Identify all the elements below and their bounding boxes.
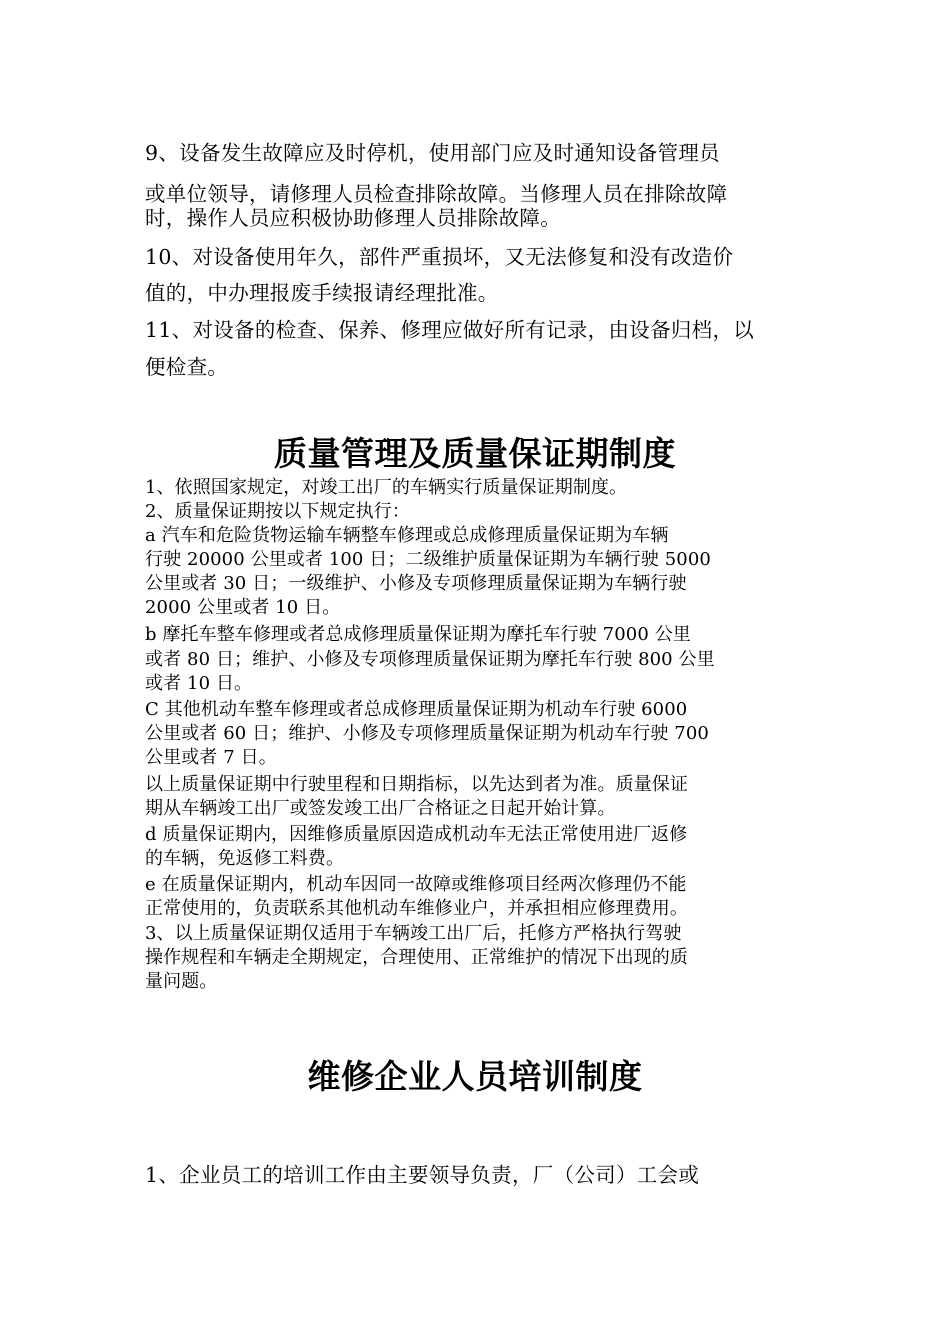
training-line-1: 1、企业员工的培训工作由主要领导负责，厂（公司）工会或 (145, 1163, 700, 1187)
equipment-rule-9-line-1: 9、设备发生故障应及时停机，使用部门应及时通知设备管理员 (145, 141, 720, 165)
quality-line-8: 或者 80 日；维护、小修及专项修理质量保证期为摩托车行驶 800 公里 (145, 649, 715, 670)
quality-section-title: 质量管理及质量保证期制度 (274, 434, 676, 473)
quality-line-4: 行驶 20000 公里或者 100 日；二级维护质量保证期为车辆行驶 5000 (145, 549, 711, 570)
equipment-rule-9-line-2: 或单位领导，请修理人员检查排除故障。当修理人员在排除故障 (145, 182, 728, 206)
quality-line-9: 或者 10 日。 (145, 673, 253, 694)
quality-line-13: 以上质量保证期中行驶里程和日期指标，以先达到者为准。质量保证 (145, 774, 688, 795)
quality-line-11: 公里或者 60 日；维护、小修及专项修理质量保证期为机动车行驶 700 (145, 723, 709, 744)
equipment-rule-11-line-2: 便检查。 (145, 355, 229, 379)
quality-line-12: 公里或者 7 日。 (145, 747, 277, 768)
equipment-rule-10-line-2: 值的，中办理报废手续报请经理批准。 (145, 281, 499, 305)
quality-line-1: 1、依照国家规定，对竣工出厂的车辆实行质量保证期制度。 (145, 477, 628, 498)
quality-line-7: b 摩托车整车修理或者总成修理质量保证期为摩托车行驶 7000 公里 (145, 624, 691, 645)
quality-line-17: e 在质量保证期内，机动车因同一故障或维修项目经两次修理仍不能 (145, 874, 687, 895)
quality-line-18: 正常使用的，负责联系其他机动车维修业户，并承担相应修理费用。 (145, 898, 688, 919)
equipment-rule-10-line-1: 10、对设备使用年久，部件严重损坏，又无法修复和没有改造价 (145, 245, 734, 269)
quality-line-6: 2000 公里或者 10 日。 (145, 597, 341, 618)
quality-line-14: 期从车辆竣工出厂或签发竣工出厂合格证之日起开始计算。 (145, 798, 616, 819)
quality-line-10: C 其他机动车整车修理或者总成修理质量保证期为机动车行驶 6000 (145, 699, 688, 720)
quality-line-2: 2、质量保证期按以下规定执行： (145, 501, 410, 522)
quality-line-15: d 质量保证期内，因维修质量原因造成机动车无法正常使用进厂返修 (145, 824, 688, 845)
quality-line-20: 操作规程和车辆走全期规定，合理使用、正常维护的情况下出现的质 (145, 947, 688, 968)
training-section-title: 维修企业人员培训制度 (307, 1057, 643, 1096)
equipment-rule-9-line-3: 时，操作人员应积极协助修理人员排除故障。 (145, 206, 561, 230)
quality-line-3: a 汽车和危险货物运输车辆整车修理或总成修理质量保证期为车辆 (145, 525, 669, 546)
quality-line-19: 3、以上质量保证期仅适用于车辆竣工出厂后，托修方严格执行驾驶 (145, 923, 682, 944)
equipment-rule-11-line-1: 11、对设备的检查、保养、修理应做好所有记录，由设备归档，以 (145, 318, 755, 342)
quality-line-5: 公里或者 30 日；一级维护、小修及专项修理质量保证期为车辆行驶 (145, 573, 687, 594)
quality-line-21: 量问题。 (145, 971, 218, 992)
quality-line-16: 的车辆，免返修工料费。 (145, 848, 345, 869)
